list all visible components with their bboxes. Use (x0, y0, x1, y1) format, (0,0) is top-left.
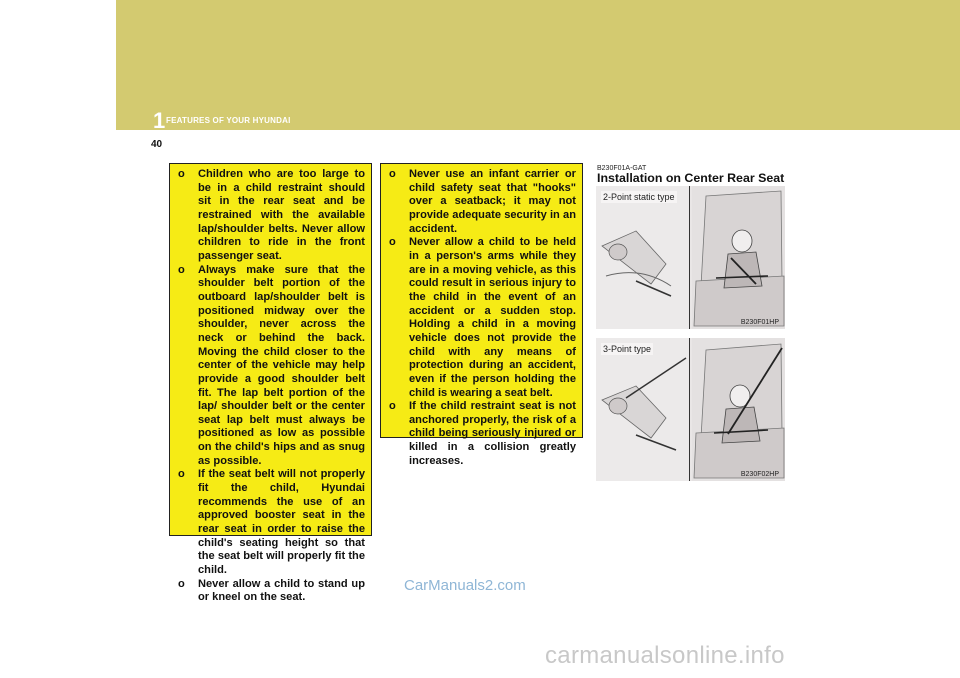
warning-list-middle (389, 168, 576, 468)
header-band (116, 0, 960, 130)
bullet-icon: o (389, 236, 396, 249)
warning-box-middle (380, 163, 583, 467)
bullet-icon: o (389, 400, 396, 413)
warning-item: o Never allow a child to be held in a person's arms while they are in a moving vehicle, as this could result in serious injury to the child in the event of an accident or a sudden stop. Holding a child in a moving vehicle does not provide the child with any means of protection during an accident, even if the person holding the child is wearing a seat belt. (389, 236, 576, 399)
figure-label: 2-Point static type (603, 192, 675, 202)
warning-item: o If the seat belt will not properly fit the child, Hyundai recommends the use of an approved booster seat in the rear seat in order to raise the child's seating height so that the seat belt will properly fit the child. (178, 468, 365, 577)
section-title: Installation on Center Rear Seat (597, 171, 785, 185)
warning-item: o Never allow a child to stand up or kneel on the seat. (178, 577, 365, 604)
warning-list-left (178, 168, 365, 605)
bullet-icon: o (178, 168, 185, 180)
section-code: B230F01A-GAT (597, 165, 647, 172)
bullet-icon: o (178, 263, 185, 276)
chapter-title: FEATURES OF YOUR HYUNDAI (166, 116, 291, 125)
warning-item: o If the child restraint seat is not anchored properly, the risk of a child being seriously injured or killed in a collision greatly increases. (389, 400, 576, 467)
watermark-link[interactable]: CarManuals2.com (404, 577, 526, 594)
figure-label: 3-Point type (603, 344, 652, 354)
warning-item: o Children who are too large to be in a child restraint should sit in the rear seat and be restrained with the available lap/shoulder belts. Never allow children to ride in the front passenger seat. (178, 168, 365, 262)
footer-site-watermark: carmanualsonline.info (545, 642, 785, 669)
warning-item: o Always make sure that the shoulder belt portion of the outboard lap/shoulder belt is positioned midway over the shoulder, never across the neck or behind the back. Moving the child closer to the center of the vehicle may help provide a good shoulder belt fit. The lap belt portion of the lap/ shoulder belt or the center seat lap belt must always be positioned as low as possible on the child's hips and as snug as possible. (178, 263, 365, 467)
page-number: 40 (151, 139, 163, 150)
warning-box-left (169, 163, 372, 604)
bullet-icon: o (178, 577, 185, 590)
figure-code: B230F01HP (740, 319, 779, 326)
figure-3-point (596, 338, 785, 481)
figure-divider (689, 186, 690, 329)
figure-2-point (596, 186, 785, 329)
warning-item: o Never use an infant carrier or child safety seat that "hooks" over a seatback; it may not provide adequate security in an accident. (389, 168, 576, 235)
bullet-icon: o (178, 468, 185, 481)
child-seat-illustration (596, 186, 785, 329)
child-seat-illustration (596, 338, 785, 481)
figure-divider (689, 338, 690, 481)
chapter-number: 1 (153, 108, 166, 133)
bullet-icon: o (389, 168, 396, 180)
figure-code: B230F02HP (740, 471, 779, 478)
